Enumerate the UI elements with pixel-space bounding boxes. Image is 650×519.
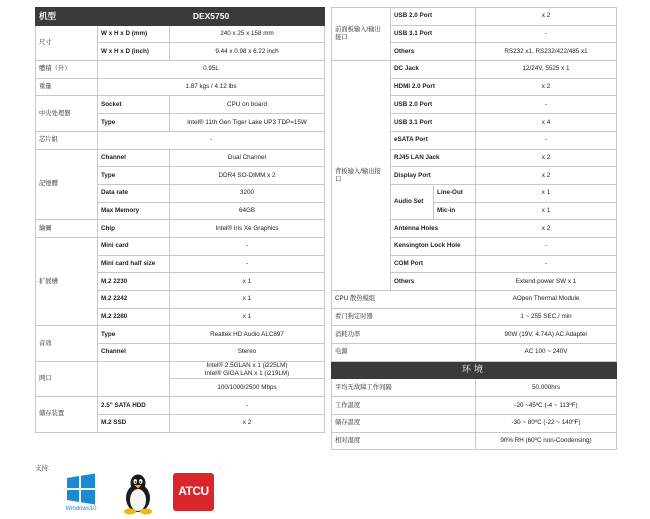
mtbf-label: 平均无故障工作间隔 xyxy=(332,379,476,397)
power-supply-label: 电源 xyxy=(332,344,476,362)
audio-set-label: Audio Set xyxy=(391,184,434,219)
lan-controllers xyxy=(170,361,325,379)
power-consumption-value: 90W (19V, 4.74A) AC Adapter xyxy=(476,326,617,344)
m2-2280-label: M.2 2280 xyxy=(98,308,170,326)
memory-channel-label: Channel xyxy=(98,149,170,167)
table-row xyxy=(332,8,617,26)
memory-max-value: 64GB xyxy=(170,202,325,220)
audio-type-value: Realtek HD Audio ALC897 xyxy=(170,326,325,344)
table-row xyxy=(36,96,325,114)
weight-label: 重量 xyxy=(36,78,98,96)
minicard-label: Mini card xyxy=(98,237,170,255)
ssd-value: x 2 xyxy=(170,414,325,432)
m2-2242-label: M.2 2242 xyxy=(98,291,170,309)
front-usb20-label: USB 2.0 Port xyxy=(391,8,476,26)
audio-channel-label: Channel xyxy=(98,344,170,362)
com-port-label: COM Port xyxy=(391,255,476,273)
rear-others-label: Others xyxy=(391,273,476,291)
linux-logo xyxy=(118,473,158,515)
windows-caption: Windows10 xyxy=(65,506,97,512)
table-row xyxy=(36,361,325,379)
table-row xyxy=(332,61,617,79)
rear-others-value: Extend power SW x 1 xyxy=(476,273,617,291)
size-inch-value: 9.44 x 0.98 x 6.22 inch xyxy=(170,43,325,61)
front-others-label: Others xyxy=(391,43,476,61)
front-usb31-value: - xyxy=(476,25,617,43)
hdmi-label: HDMI 2.0 Port xyxy=(391,78,476,96)
chipset-value: - xyxy=(98,131,325,149)
cpu-fan-value: AOpen Thermal Module xyxy=(476,291,617,309)
minicard-half-label: Mini card half size xyxy=(98,255,170,273)
table-row xyxy=(36,25,325,43)
chipset-label: 芯片組 xyxy=(36,131,98,149)
m2-2242-value: x 1 xyxy=(170,291,325,309)
dc-jack-value: 12/24V, 5525 x 1 xyxy=(476,61,617,79)
esata-label: eSATA Port xyxy=(391,131,476,149)
environment-header: 环境 xyxy=(332,361,617,379)
rj45-value: x 2 xyxy=(476,149,617,167)
minicard-value: - xyxy=(170,237,325,255)
cpu-label: 中央处理器 xyxy=(36,96,98,131)
antenna-value: x 2 xyxy=(476,220,617,238)
memory-label: 記憶體 xyxy=(36,149,98,220)
rear-usb20-label: USB 2.0 Port xyxy=(391,96,476,114)
sata-label: 2.5" SATA HDD xyxy=(98,397,170,415)
size-mm-label: W x H x D (mm) xyxy=(98,25,170,43)
humidity-value: 90% RH (60ºC non-Condensing) xyxy=(476,432,617,450)
kensington-value: - xyxy=(476,237,617,255)
table-row xyxy=(36,149,325,167)
table-row xyxy=(36,220,325,238)
environment-header-row xyxy=(332,361,617,379)
front-usb20-value: x 2 xyxy=(476,8,617,26)
table-row xyxy=(332,379,617,397)
table-row xyxy=(332,344,617,362)
cpu-type-value: Intel® 11th Gen Tiger Lake UP3 TDP=15W xyxy=(170,114,325,132)
antenna-label: Antenna Holes xyxy=(391,220,476,238)
lan-label: 网口 xyxy=(36,361,98,396)
m2-2280-value: x 1 xyxy=(170,308,325,326)
audio-type-label: Type xyxy=(98,326,170,344)
kensington-label: Kensington Lock Hole xyxy=(391,237,476,255)
storage-temp-value: -30 ~ 80ºC (-22 ~ 140ºF) xyxy=(476,414,617,432)
cpu-socket-value: CPU on board xyxy=(170,96,325,114)
display-port-value: x 2 xyxy=(476,167,617,185)
com-port-value: - xyxy=(476,255,617,273)
rear-io-label: 背板输入/输出接口 xyxy=(332,61,391,291)
watchdog-label: 看门狗定时器 xyxy=(332,308,476,326)
storage-label: 储存装置 xyxy=(36,397,98,432)
watchdog-value: 1 ~ 255 SEC./ min xyxy=(476,308,617,326)
size-mm-value: 240 x 25 x 158 mm xyxy=(170,25,325,43)
memory-rate-label: Data rate xyxy=(98,184,170,202)
rear-usb31-value: x 4 xyxy=(476,114,617,132)
model-header-row xyxy=(36,8,325,26)
lan-line-2: Intel® GIGA LAN x 1 (i219LM) xyxy=(204,370,290,378)
memory-max-label: Max Memory xyxy=(98,202,170,220)
esata-value: - xyxy=(476,131,617,149)
table-row xyxy=(36,237,325,255)
mic-in-value: x 1 xyxy=(476,202,617,220)
table-row xyxy=(36,397,325,415)
lan-blank-cell xyxy=(98,361,170,396)
memory-channel-value: Dual Channel xyxy=(170,149,325,167)
table-row xyxy=(36,326,325,344)
table-row xyxy=(332,326,617,344)
power-supply-value: AC 100 ~ 240V xyxy=(476,344,617,362)
spec-table-left xyxy=(35,7,325,433)
operating-temp-value: -20 ~45ºC (-4 ~ 113ºF) xyxy=(476,397,617,415)
volume-label: 體積（升） xyxy=(36,61,98,79)
table-row xyxy=(36,61,325,79)
power-consumption-label: 消耗功率 xyxy=(332,326,476,344)
graphics-chip-label: Chip xyxy=(98,220,170,238)
hdmi-value: x 2 xyxy=(476,78,617,96)
atcu-logo xyxy=(173,473,214,511)
display-port-label: Display Port xyxy=(391,167,476,185)
table-row xyxy=(332,432,617,450)
line-out-value: x 1 xyxy=(476,184,617,202)
memory-type-value: DDR4 SO-DIMM x 2 xyxy=(170,167,325,185)
rear-usb20-value: - xyxy=(476,96,617,114)
front-usb31-label: USB 3.1 Port xyxy=(391,25,476,43)
table-row xyxy=(332,397,617,415)
minicard-half-value: - xyxy=(170,255,325,273)
table-row xyxy=(332,308,617,326)
model-name: DEX5750 xyxy=(98,8,325,26)
graphics-chip-value: Intel® Iris Xe Graphics xyxy=(170,220,325,238)
ssd-label: M.2 SSD xyxy=(98,414,170,432)
memory-type-label: Type xyxy=(98,167,170,185)
spec-table-right xyxy=(331,7,617,450)
model-label: 机型 xyxy=(36,8,98,26)
support-label: 支持: xyxy=(35,465,50,472)
expansion-label: 扩展槽 xyxy=(36,237,98,325)
cpu-type-label: Type xyxy=(98,114,170,132)
table-row xyxy=(332,414,617,432)
mic-in-label: Mic-in xyxy=(434,202,476,220)
size-inch-label: W x H x D (inch) xyxy=(98,43,170,61)
storage-temp-label: 储存温度 xyxy=(332,414,476,432)
m2-2230-value: x 1 xyxy=(170,273,325,291)
windows10-logo xyxy=(58,472,104,514)
cpu-fan-label: CPU 散热模组 xyxy=(332,291,476,309)
audio-label: 音效 xyxy=(36,326,98,361)
cpu-socket-label: Socket xyxy=(98,96,170,114)
tux-penguin-icon xyxy=(118,473,158,515)
audio-channel-value: Stereo xyxy=(170,344,325,362)
lan-speed: 100/1000/2500 Mbps xyxy=(170,379,325,397)
rear-usb31-label: USB 3.1 Port xyxy=(391,114,476,132)
volume-value: 0.95L xyxy=(98,61,325,79)
rj45-label: RJ45 LAN Jack xyxy=(391,149,476,167)
lan-line-1: Intel® 2.5GLAN x 1 (i225LM) xyxy=(206,362,288,370)
table-row xyxy=(36,78,325,96)
atcu-logo-text: ATCU xyxy=(178,484,209,498)
memory-rate-value: 3200 xyxy=(170,184,325,202)
front-others-value: RS232 x1, RS232/422/485 x1 xyxy=(476,43,617,61)
table-row xyxy=(332,291,617,309)
sata-value: - xyxy=(170,397,325,415)
windows-icon xyxy=(58,472,104,506)
size-label: 尺寸 xyxy=(36,25,98,60)
weight-value: 1.87 kgs / 4.12 lbs xyxy=(98,78,325,96)
mtbf-value: 50,000hrs xyxy=(476,379,617,397)
dc-jack-label: DC Jack xyxy=(391,61,476,79)
humidity-label: 相对湿度 xyxy=(332,432,476,450)
table-row xyxy=(36,131,325,149)
graphics-label: 繪圖 xyxy=(36,220,98,238)
m2-2230-label: M.2 2230 xyxy=(98,273,170,291)
line-out-label: Line-Out xyxy=(434,184,476,202)
operating-temp-label: 工作温度 xyxy=(332,397,476,415)
front-io-label: 前面板输入/输出接口 xyxy=(332,8,391,61)
